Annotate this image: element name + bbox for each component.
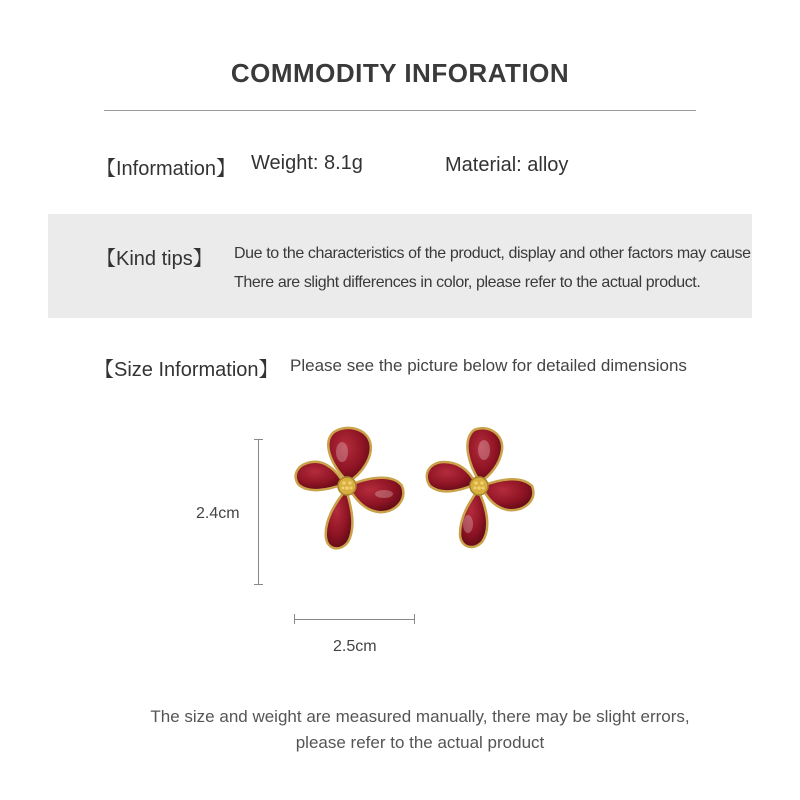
kind-tips-label: 【Kind tips】 xyxy=(96,248,213,270)
width-dimension-cap-left xyxy=(294,614,295,624)
height-dimension-label: 2.4cm xyxy=(196,505,240,522)
earring-left-image xyxy=(290,424,408,556)
size-information-label: 【Size Information】 xyxy=(94,359,279,381)
kind-tips-line-2: There are slight differences in color, please refer to the actual product. xyxy=(234,274,701,291)
footer-line-2: please refer to the actual product xyxy=(295,733,545,752)
title-divider xyxy=(104,110,696,111)
earring-right-image xyxy=(422,424,540,556)
page-title: COMMODITY INFORATION xyxy=(230,58,570,88)
weight-value: Weight: 8.1g xyxy=(251,152,363,174)
width-dimension-line xyxy=(294,619,415,620)
size-information-note: Please see the picture below for detailed dimensions xyxy=(290,356,687,375)
width-dimension-label: 2.5cm xyxy=(333,638,377,655)
width-dimension-cap-right xyxy=(414,614,415,624)
footer-line-1: The size and weight are measured manually, there may be slight errors, xyxy=(150,707,690,726)
height-dimension-line xyxy=(258,439,259,585)
footer-note xyxy=(0,704,800,756)
material-value: Material: alloy xyxy=(445,154,569,176)
kind-tips-line-1: Due to the characteristics of the product, display and other factors may cause xyxy=(234,245,751,262)
height-dimension-cap-top xyxy=(254,439,263,440)
height-dimension-cap-bottom xyxy=(254,584,263,585)
information-label: 【Information】 xyxy=(96,158,237,180)
